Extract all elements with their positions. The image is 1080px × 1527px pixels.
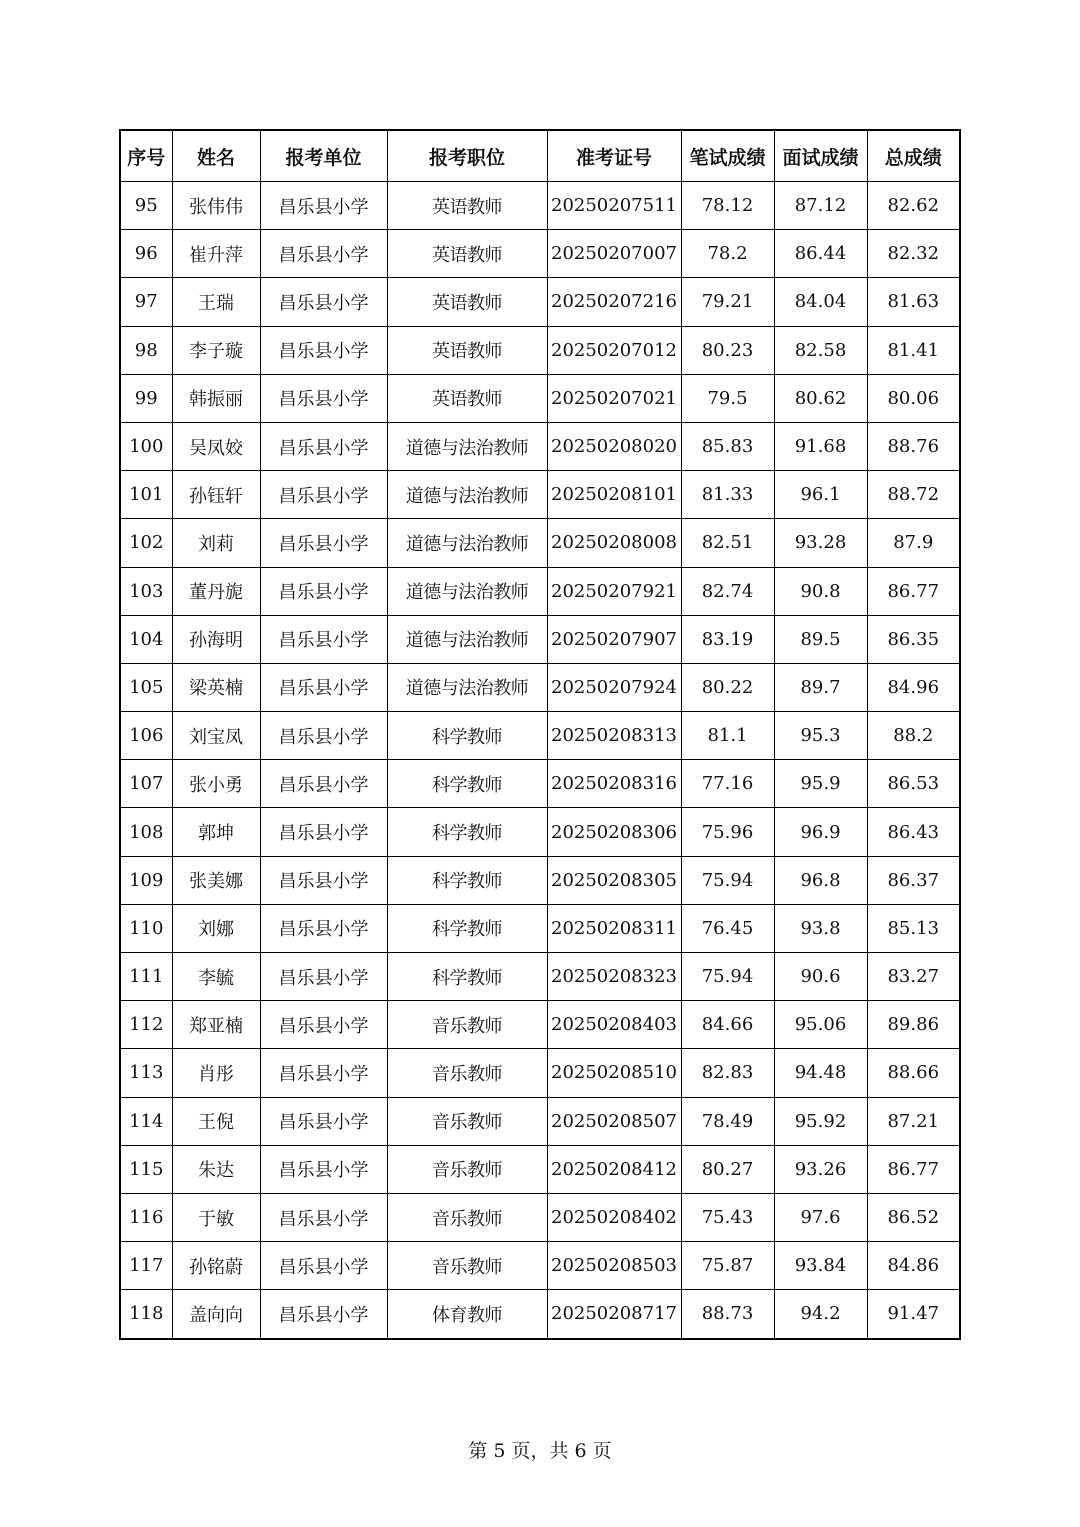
cell-unit: 昌乐县小学 bbox=[260, 712, 387, 760]
cell-name: 张伟伟 bbox=[172, 182, 260, 230]
cell-ticket: 20250208402 bbox=[547, 1193, 681, 1241]
table-row bbox=[120, 471, 960, 519]
cell-ticket: 20250208008 bbox=[547, 519, 681, 567]
cell-total-score: 86.77 bbox=[867, 1145, 960, 1193]
cell-total-score: 88.2 bbox=[867, 712, 960, 760]
cell-unit: 昌乐县小学 bbox=[260, 808, 387, 856]
cell-total-score: 86.53 bbox=[867, 760, 960, 808]
table-row bbox=[120, 1001, 960, 1049]
cell-name: 朱达 bbox=[172, 1145, 260, 1193]
cell-interview-score: 86.44 bbox=[774, 230, 867, 278]
cell-position: 科学教师 bbox=[387, 760, 547, 808]
table-body bbox=[120, 182, 960, 1339]
cell-name: 梁英楠 bbox=[172, 663, 260, 711]
cell-position: 道德与法治教师 bbox=[387, 422, 547, 470]
cell-name: 王瑞 bbox=[172, 278, 260, 326]
cell-seq: 106 bbox=[120, 712, 172, 760]
table-row bbox=[120, 230, 960, 278]
cell-position: 科学教师 bbox=[387, 953, 547, 1001]
cell-unit: 昌乐县小学 bbox=[260, 856, 387, 904]
cell-ticket: 20250208717 bbox=[547, 1290, 681, 1339]
cell-total-score: 87.21 bbox=[867, 1097, 960, 1145]
cell-total-score: 81.63 bbox=[867, 278, 960, 326]
cell-name: 刘宝凤 bbox=[172, 712, 260, 760]
cell-position: 音乐教师 bbox=[387, 1145, 547, 1193]
cell-seq: 109 bbox=[120, 856, 172, 904]
cell-written-score: 84.66 bbox=[681, 1001, 774, 1049]
cell-position: 音乐教师 bbox=[387, 1242, 547, 1290]
cell-total-score: 81.41 bbox=[867, 326, 960, 374]
cell-unit: 昌乐县小学 bbox=[260, 760, 387, 808]
table-row bbox=[120, 615, 960, 663]
cell-ticket: 20250207021 bbox=[547, 374, 681, 422]
table-row bbox=[120, 1290, 960, 1339]
cell-interview-score: 80.62 bbox=[774, 374, 867, 422]
cell-seq: 118 bbox=[120, 1290, 172, 1339]
cell-seq: 99 bbox=[120, 374, 172, 422]
cell-total-score: 86.37 bbox=[867, 856, 960, 904]
table-row bbox=[120, 663, 960, 711]
cell-seq: 117 bbox=[120, 1242, 172, 1290]
header-total: 总成绩 bbox=[867, 130, 960, 182]
table-row bbox=[120, 422, 960, 470]
cell-written-score: 82.51 bbox=[681, 519, 774, 567]
table-row bbox=[120, 182, 960, 230]
cell-seq: 101 bbox=[120, 471, 172, 519]
cell-ticket: 20250208510 bbox=[547, 1049, 681, 1097]
cell-position: 音乐教师 bbox=[387, 1049, 547, 1097]
header-name: 姓名 bbox=[172, 130, 260, 182]
cell-total-score: 80.06 bbox=[867, 374, 960, 422]
table-header-row bbox=[120, 130, 960, 182]
cell-seq: 102 bbox=[120, 519, 172, 567]
cell-total-score: 82.62 bbox=[867, 182, 960, 230]
cell-position: 英语教师 bbox=[387, 278, 547, 326]
cell-written-score: 82.83 bbox=[681, 1049, 774, 1097]
cell-position: 音乐教师 bbox=[387, 1193, 547, 1241]
cell-ticket: 20250208503 bbox=[547, 1242, 681, 1290]
cell-ticket: 20250208507 bbox=[547, 1097, 681, 1145]
cell-total-score: 84.86 bbox=[867, 1242, 960, 1290]
cell-total-score: 83.27 bbox=[867, 953, 960, 1001]
cell-total-score: 88.76 bbox=[867, 422, 960, 470]
cell-name: 韩振丽 bbox=[172, 374, 260, 422]
cell-name: 于敏 bbox=[172, 1193, 260, 1241]
cell-total-score: 86.77 bbox=[867, 567, 960, 615]
table-row bbox=[120, 374, 960, 422]
cell-position: 英语教师 bbox=[387, 326, 547, 374]
cell-interview-score: 95.3 bbox=[774, 712, 867, 760]
cell-name: 刘莉 bbox=[172, 519, 260, 567]
cell-unit: 昌乐县小学 bbox=[260, 326, 387, 374]
cell-total-score: 84.96 bbox=[867, 663, 960, 711]
cell-ticket: 20250208311 bbox=[547, 904, 681, 952]
cell-interview-score: 96.8 bbox=[774, 856, 867, 904]
table-row bbox=[120, 278, 960, 326]
cell-interview-score: 89.5 bbox=[774, 615, 867, 663]
cell-position: 科学教师 bbox=[387, 808, 547, 856]
cell-written-score: 75.96 bbox=[681, 808, 774, 856]
cell-written-score: 77.16 bbox=[681, 760, 774, 808]
cell-written-score: 83.19 bbox=[681, 615, 774, 663]
cell-name: 郭坤 bbox=[172, 808, 260, 856]
cell-total-score: 91.47 bbox=[867, 1290, 960, 1339]
cell-name: 肖彤 bbox=[172, 1049, 260, 1097]
cell-ticket: 20250208412 bbox=[547, 1145, 681, 1193]
score-table bbox=[119, 129, 961, 1340]
cell-interview-score: 97.6 bbox=[774, 1193, 867, 1241]
cell-interview-score: 95.06 bbox=[774, 1001, 867, 1049]
cell-seq: 97 bbox=[120, 278, 172, 326]
cell-seq: 103 bbox=[120, 567, 172, 615]
cell-seq: 116 bbox=[120, 1193, 172, 1241]
cell-interview-score: 84.04 bbox=[774, 278, 867, 326]
cell-unit: 昌乐县小学 bbox=[260, 615, 387, 663]
cell-total-score: 88.66 bbox=[867, 1049, 960, 1097]
cell-total-score: 85.13 bbox=[867, 904, 960, 952]
cell-written-score: 79.5 bbox=[681, 374, 774, 422]
table-row bbox=[120, 1193, 960, 1241]
cell-position: 道德与法治教师 bbox=[387, 663, 547, 711]
cell-interview-score: 93.26 bbox=[774, 1145, 867, 1193]
cell-written-score: 75.94 bbox=[681, 953, 774, 1001]
cell-seq: 113 bbox=[120, 1049, 172, 1097]
cell-total-score: 89.86 bbox=[867, 1001, 960, 1049]
cell-unit: 昌乐县小学 bbox=[260, 1145, 387, 1193]
cell-total-score: 86.52 bbox=[867, 1193, 960, 1241]
cell-ticket: 20250207921 bbox=[547, 567, 681, 615]
cell-position: 道德与法治教师 bbox=[387, 519, 547, 567]
cell-unit: 昌乐县小学 bbox=[260, 1097, 387, 1145]
table-row bbox=[120, 567, 960, 615]
table-row bbox=[120, 760, 960, 808]
cell-written-score: 81.33 bbox=[681, 471, 774, 519]
cell-written-score: 79.21 bbox=[681, 278, 774, 326]
cell-position: 科学教师 bbox=[387, 904, 547, 952]
cell-name: 李子璇 bbox=[172, 326, 260, 374]
cell-unit: 昌乐县小学 bbox=[260, 1290, 387, 1339]
header-ticket: 准考证号 bbox=[547, 130, 681, 182]
cell-written-score: 81.1 bbox=[681, 712, 774, 760]
table-row bbox=[120, 856, 960, 904]
table-row bbox=[120, 519, 960, 567]
header-position: 报考职位 bbox=[387, 130, 547, 182]
cell-unit: 昌乐县小学 bbox=[260, 1193, 387, 1241]
cell-ticket: 20250207012 bbox=[547, 326, 681, 374]
cell-unit: 昌乐县小学 bbox=[260, 567, 387, 615]
cell-name: 李毓 bbox=[172, 953, 260, 1001]
cell-seq: 104 bbox=[120, 615, 172, 663]
cell-ticket: 20250207007 bbox=[547, 230, 681, 278]
table-row bbox=[120, 953, 960, 1001]
cell-unit: 昌乐县小学 bbox=[260, 182, 387, 230]
cell-written-score: 76.45 bbox=[681, 904, 774, 952]
cell-seq: 112 bbox=[120, 1001, 172, 1049]
cell-written-score: 78.12 bbox=[681, 182, 774, 230]
table-row bbox=[120, 1049, 960, 1097]
cell-written-score: 75.94 bbox=[681, 856, 774, 904]
table-row bbox=[120, 1242, 960, 1290]
cell-ticket: 20250208323 bbox=[547, 953, 681, 1001]
cell-interview-score: 87.12 bbox=[774, 182, 867, 230]
cell-ticket: 20250207907 bbox=[547, 615, 681, 663]
cell-written-score: 78.2 bbox=[681, 230, 774, 278]
cell-ticket: 20250207216 bbox=[547, 278, 681, 326]
cell-ticket: 20250207924 bbox=[547, 663, 681, 711]
cell-interview-score: 94.2 bbox=[774, 1290, 867, 1339]
cell-interview-score: 96.9 bbox=[774, 808, 867, 856]
cell-name: 吴凤姣 bbox=[172, 422, 260, 470]
cell-unit: 昌乐县小学 bbox=[260, 471, 387, 519]
cell-written-score: 80.27 bbox=[681, 1145, 774, 1193]
cell-name: 孙海明 bbox=[172, 615, 260, 663]
cell-position: 英语教师 bbox=[387, 374, 547, 422]
cell-ticket: 20250207511 bbox=[547, 182, 681, 230]
cell-seq: 105 bbox=[120, 663, 172, 711]
cell-name: 崔升萍 bbox=[172, 230, 260, 278]
cell-unit: 昌乐县小学 bbox=[260, 278, 387, 326]
cell-written-score: 88.73 bbox=[681, 1290, 774, 1339]
cell-written-score: 75.43 bbox=[681, 1193, 774, 1241]
cell-interview-score: 93.28 bbox=[774, 519, 867, 567]
cell-total-score: 86.35 bbox=[867, 615, 960, 663]
cell-name: 王倪 bbox=[172, 1097, 260, 1145]
cell-written-score: 82.74 bbox=[681, 567, 774, 615]
cell-seq: 98 bbox=[120, 326, 172, 374]
cell-seq: 111 bbox=[120, 953, 172, 1001]
cell-position: 英语教师 bbox=[387, 182, 547, 230]
cell-ticket: 20250208305 bbox=[547, 856, 681, 904]
cell-interview-score: 91.68 bbox=[774, 422, 867, 470]
cell-seq: 96 bbox=[120, 230, 172, 278]
cell-unit: 昌乐县小学 bbox=[260, 374, 387, 422]
cell-interview-score: 94.48 bbox=[774, 1049, 867, 1097]
header-interview: 面试成绩 bbox=[774, 130, 867, 182]
table-row bbox=[120, 326, 960, 374]
header-written: 笔试成绩 bbox=[681, 130, 774, 182]
cell-interview-score: 95.92 bbox=[774, 1097, 867, 1145]
header-seq: 序号 bbox=[120, 130, 172, 182]
cell-name: 张小勇 bbox=[172, 760, 260, 808]
cell-written-score: 80.22 bbox=[681, 663, 774, 711]
cell-interview-score: 82.58 bbox=[774, 326, 867, 374]
cell-ticket: 20250208313 bbox=[547, 712, 681, 760]
table-row bbox=[120, 904, 960, 952]
cell-seq: 110 bbox=[120, 904, 172, 952]
cell-name: 孙钰轩 bbox=[172, 471, 260, 519]
cell-position: 体育教师 bbox=[387, 1290, 547, 1339]
cell-seq: 115 bbox=[120, 1145, 172, 1193]
page-number: 第 5 页，共 6 页 bbox=[468, 1440, 612, 1462]
cell-total-score: 88.72 bbox=[867, 471, 960, 519]
cell-ticket: 20250208020 bbox=[547, 422, 681, 470]
cell-total-score: 87.9 bbox=[867, 519, 960, 567]
cell-seq: 95 bbox=[120, 182, 172, 230]
cell-unit: 昌乐县小学 bbox=[260, 1242, 387, 1290]
cell-position: 英语教师 bbox=[387, 230, 547, 278]
cell-position: 科学教师 bbox=[387, 712, 547, 760]
cell-unit: 昌乐县小学 bbox=[260, 1049, 387, 1097]
cell-name: 郑亚楠 bbox=[172, 1001, 260, 1049]
cell-interview-score: 90.6 bbox=[774, 953, 867, 1001]
cell-position: 道德与法治教师 bbox=[387, 615, 547, 663]
cell-seq: 100 bbox=[120, 422, 172, 470]
cell-unit: 昌乐县小学 bbox=[260, 422, 387, 470]
cell-interview-score: 93.8 bbox=[774, 904, 867, 952]
cell-seq: 108 bbox=[120, 808, 172, 856]
cell-name: 盖向向 bbox=[172, 1290, 260, 1339]
cell-total-score: 82.32 bbox=[867, 230, 960, 278]
cell-unit: 昌乐县小学 bbox=[260, 663, 387, 711]
cell-ticket: 20250208306 bbox=[547, 808, 681, 856]
cell-seq: 107 bbox=[120, 760, 172, 808]
cell-unit: 昌乐县小学 bbox=[260, 953, 387, 1001]
table-row bbox=[120, 712, 960, 760]
cell-total-score: 86.43 bbox=[867, 808, 960, 856]
cell-ticket: 20250208101 bbox=[547, 471, 681, 519]
cell-written-score: 78.49 bbox=[681, 1097, 774, 1145]
cell-unit: 昌乐县小学 bbox=[260, 1001, 387, 1049]
cell-written-score: 75.87 bbox=[681, 1242, 774, 1290]
cell-interview-score: 90.8 bbox=[774, 567, 867, 615]
table-row bbox=[120, 1145, 960, 1193]
cell-unit: 昌乐县小学 bbox=[260, 904, 387, 952]
cell-position: 科学教师 bbox=[387, 856, 547, 904]
cell-name: 张美娜 bbox=[172, 856, 260, 904]
cell-interview-score: 89.7 bbox=[774, 663, 867, 711]
cell-name: 董丹旎 bbox=[172, 567, 260, 615]
cell-ticket: 20250208403 bbox=[547, 1001, 681, 1049]
cell-ticket: 20250208316 bbox=[547, 760, 681, 808]
header-unit: 报考单位 bbox=[260, 130, 387, 182]
cell-position: 音乐教师 bbox=[387, 1097, 547, 1145]
cell-name: 孙铭蔚 bbox=[172, 1242, 260, 1290]
cell-position: 道德与法治教师 bbox=[387, 471, 547, 519]
cell-name: 刘娜 bbox=[172, 904, 260, 952]
cell-position: 道德与法治教师 bbox=[387, 567, 547, 615]
cell-interview-score: 96.1 bbox=[774, 471, 867, 519]
cell-interview-score: 95.9 bbox=[774, 760, 867, 808]
cell-seq: 114 bbox=[120, 1097, 172, 1145]
table-row bbox=[120, 1097, 960, 1145]
cell-unit: 昌乐县小学 bbox=[260, 230, 387, 278]
cell-unit: 昌乐县小学 bbox=[260, 519, 387, 567]
cell-written-score: 80.23 bbox=[681, 326, 774, 374]
cell-position: 音乐教师 bbox=[387, 1001, 547, 1049]
table-row bbox=[120, 808, 960, 856]
cell-written-score: 85.83 bbox=[681, 422, 774, 470]
cell-interview-score: 93.84 bbox=[774, 1242, 867, 1290]
